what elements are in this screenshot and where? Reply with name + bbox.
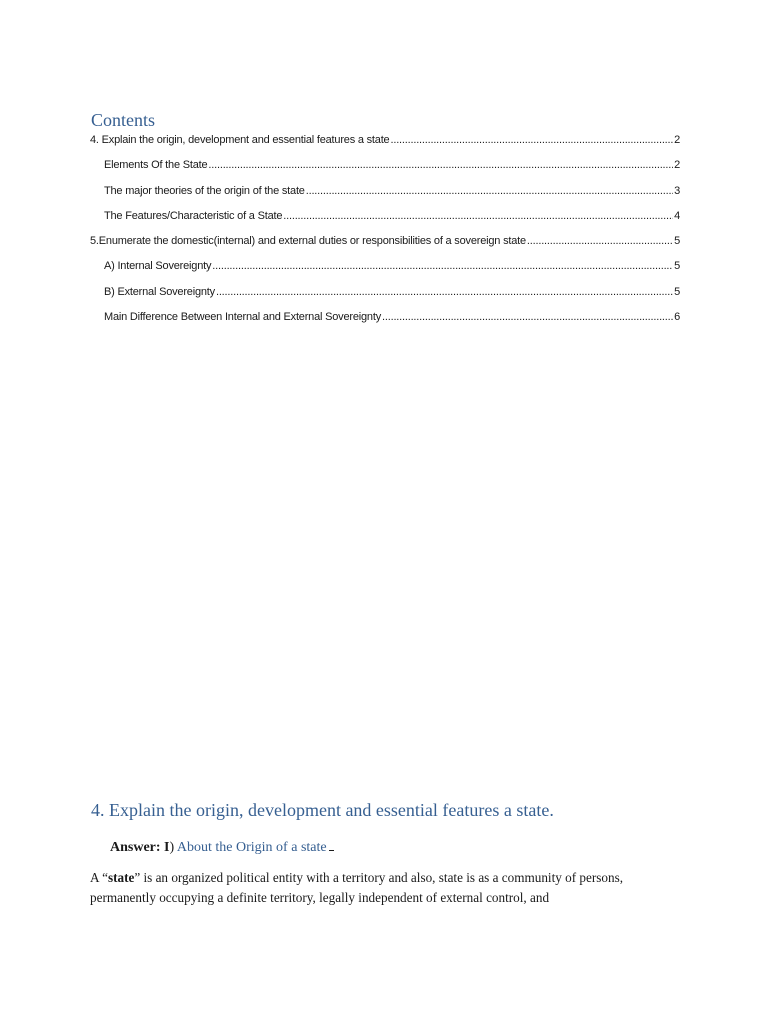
toc-dot-leader [212,260,673,272]
toc-entry-title: Elements Of the State [104,159,208,172]
toc-entry-title: B) External Sovereignty [104,285,215,298]
answer-label: Answer: [110,840,161,855]
answer-number: I [164,840,170,855]
answer-line [110,838,334,856]
toc-dot-leader [283,210,673,222]
toc-entry-title: The Features/Characteristic of a State [104,209,283,222]
para-rest: ” is an organized political entity with a territory and also, state is as a community of persons, permanently occupying a definite territory, legally independent of external control, and [90,870,623,905]
underline-mark [329,838,334,851]
answer-subheading: About the Origin of a state [176,840,327,855]
toc-entry-title: 4. Explain the origin, development and essential features a state [90,134,390,146]
toc-entry[interactable] [90,185,680,210]
toc-dot-leader [306,185,673,197]
toc-entry-title: The major theories of the origin of the state [104,184,305,197]
toc-entry[interactable] [90,159,680,184]
toc-dot-leader [216,286,673,298]
toc-entry-page: 5 [674,285,680,298]
toc-entry-page: 4 [674,209,680,222]
toc-entry[interactable] [90,210,680,235]
toc-entry-page: 3 [674,184,680,197]
toc-entry[interactable] [90,286,680,311]
para-prefix: A “ [90,870,108,885]
answer-paren: ) [169,840,175,855]
para-term: state [107,870,135,885]
toc-heading: Contents [91,110,156,130]
section-heading: 4. Explain the origin, development and essential features a state. [91,800,554,820]
toc-entry-page: 6 [674,311,680,324]
toc-entry[interactable] [90,134,680,159]
toc-dot-leader [208,159,673,171]
toc-entry-title: 5.Enumerate the domestic(internal) and external duties or responsibilities of a sovereign state [90,235,526,248]
toc-dot-leader [382,311,673,323]
toc-entry[interactable] [90,311,680,336]
toc-entry-page: 5 [674,235,680,248]
toc-entry[interactable] [90,260,680,285]
toc-entry-page: 5 [674,260,680,273]
table-of-contents [90,134,680,336]
toc-entry-page: 2 [674,134,680,146]
toc-entry[interactable] [90,235,680,260]
toc-entry-title: Main Difference Between Internal and External Sovereignty [104,311,382,324]
toc-entry-page: 2 [674,159,680,172]
body-paragraph [90,868,670,907]
toc-dot-leader [390,134,673,146]
toc-entry-title: A) Internal Sovereignty [104,260,212,273]
toc-dot-leader [527,235,673,247]
